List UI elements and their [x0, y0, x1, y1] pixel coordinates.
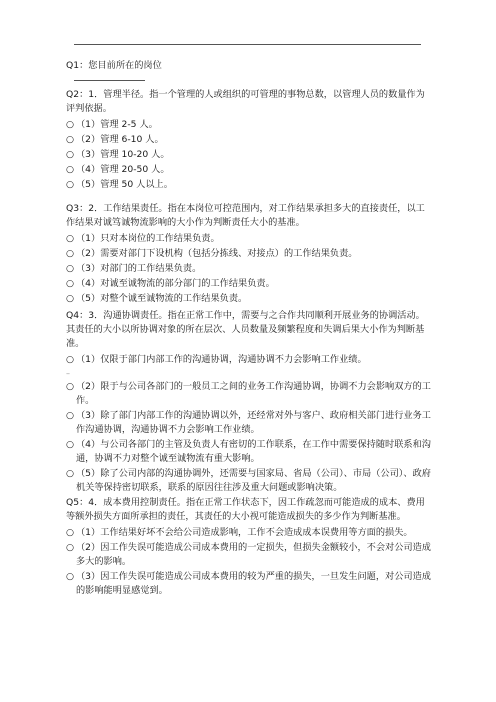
- q3-option-3[interactable]: ○ （3）对部门的工作结果负责。: [66, 263, 202, 274]
- q3-option-5[interactable]: ○ （5）对整个诚至诚物流的工作结果负责。: [66, 293, 248, 304]
- radio-icon: ○: [66, 542, 75, 553]
- radio-icon: ○: [66, 164, 75, 175]
- radio-icon: ○: [66, 149, 75, 160]
- top-divider: [74, 44, 421, 45]
- q1-underline: [74, 80, 145, 81]
- radio-icon: ○: [66, 278, 75, 289]
- separator-dash: –: [66, 369, 70, 378]
- question-q5: Q5：4．成本费用控制责任。指在正常工作状态下，因工作疏忽而可能造成的成本、费用等额外损失方面所承担的责任，其责任的大小视可能造成损失的多少作为判断基准。: [66, 497, 425, 522]
- q5-option-1[interactable]: ○ （1）工作结果好坏不会给公司造成影响，工作不会造成成本误费用等方面的损失。: [66, 527, 413, 538]
- question-q1: Q1：您目前所在的岗位: [66, 60, 162, 71]
- radio-icon: ○: [66, 571, 75, 582]
- q5-option-2[interactable]: ○ （2）因工作失误可能造成公司成本费用的一定损失，但损失金额较小，不会对公司造成多大的影响。: [66, 542, 431, 567]
- radio-icon: ○: [66, 527, 75, 538]
- radio-icon: ○: [66, 119, 75, 130]
- q4-option-5[interactable]: ○ （5）除了公司内部的沟通协调外，还需要与国家局、省局（公司）、市局（公司）、政府机关等保持密切联系，联系的原因往往涉及重大问题或影响决策。: [66, 468, 431, 493]
- radio-icon: ○: [66, 248, 75, 259]
- q2-option-2[interactable]: ○ （2）管理 6-10 人。: [66, 134, 164, 145]
- radio-icon: ○: [66, 263, 75, 274]
- radio-icon: ○: [66, 381, 75, 392]
- q4-option-1[interactable]: ○ （1）仅限于部门内部工作的沟通协调，沟通协调不力会影响工作业绩。: [66, 354, 367, 365]
- q3-option-2[interactable]: ○ （2）需要对部门下设机构（包括分拣线、对接点）的工作结果负责。: [66, 248, 358, 259]
- question-q3: Q3：2．工作结果责任。指在本岗位可控范围内，对工作结果承担多大的直接责任，以工作结果对诚笃诚物流影响的大小作为判断责任大小的基准。: [66, 203, 425, 228]
- q3-option-4[interactable]: ○ （4）对诚至诚物流的部分部门的工作结果负责。: [66, 278, 275, 289]
- q2-option-5[interactable]: ○ （5）管理 50 人以上。: [66, 179, 173, 190]
- q3-option-1[interactable]: ○ （1）只对本岗位的工作结果负责。: [66, 233, 220, 244]
- radio-icon: ○: [66, 179, 75, 190]
- q4-option-4[interactable]: ○ （4）与公司各部门的主管及负责人有密切的工作联系，在工作中需要保持随时联系和沟通，协调不力对整个诚至诚物流有重大影响。: [66, 439, 431, 464]
- survey-content: [66, 88, 432, 599]
- question-q4: Q4：3．沟通协调责任。指在正常工作中，需要与之合作共同顺利开展业务的协调活动。其责任的大小以所协调对象的所在层次、人员数量及频繁程度和失调后果大小作为判断基准。: [66, 310, 425, 349]
- q2-option-4[interactable]: ○ （4）管理 20-50 人。: [66, 164, 170, 175]
- radio-icon: ○: [66, 410, 75, 421]
- radio-icon: ○: [66, 293, 75, 304]
- q2-option-1[interactable]: ○ （1）管理 2-5 人。: [66, 119, 158, 130]
- radio-icon: ○: [66, 468, 75, 479]
- radio-icon: ○: [66, 439, 75, 450]
- q4-option-2[interactable]: ○ （2）限于与公司各部门的一般员工之间的业务工作沟通协调，协调不力会影响双方的工作。: [66, 381, 431, 406]
- q2-option-3[interactable]: ○ （3）管理 10-20 人。: [66, 149, 170, 160]
- q4-option-3[interactable]: ○ （3）除了部门内部工作的沟通协调以外，还经常对外与客户、政府相关部门进行业务工作沟通协调，沟通协调不力会影响工作业绩。: [66, 410, 431, 435]
- radio-icon: ○: [66, 134, 75, 145]
- radio-icon: ○: [66, 354, 75, 365]
- q5-option-3[interactable]: ○ （3）因工作失误可能造成公司成本费用的较为严重的损失，一旦发生问题，对公司造成的影响能明显感觉到。: [66, 571, 431, 596]
- question-q2: Q2：1．管理半径。指一个管理的人或组织的可管理的事物总数，以管理人员的数量作为评判依据。: [66, 89, 425, 114]
- radio-icon: ○: [66, 233, 75, 244]
